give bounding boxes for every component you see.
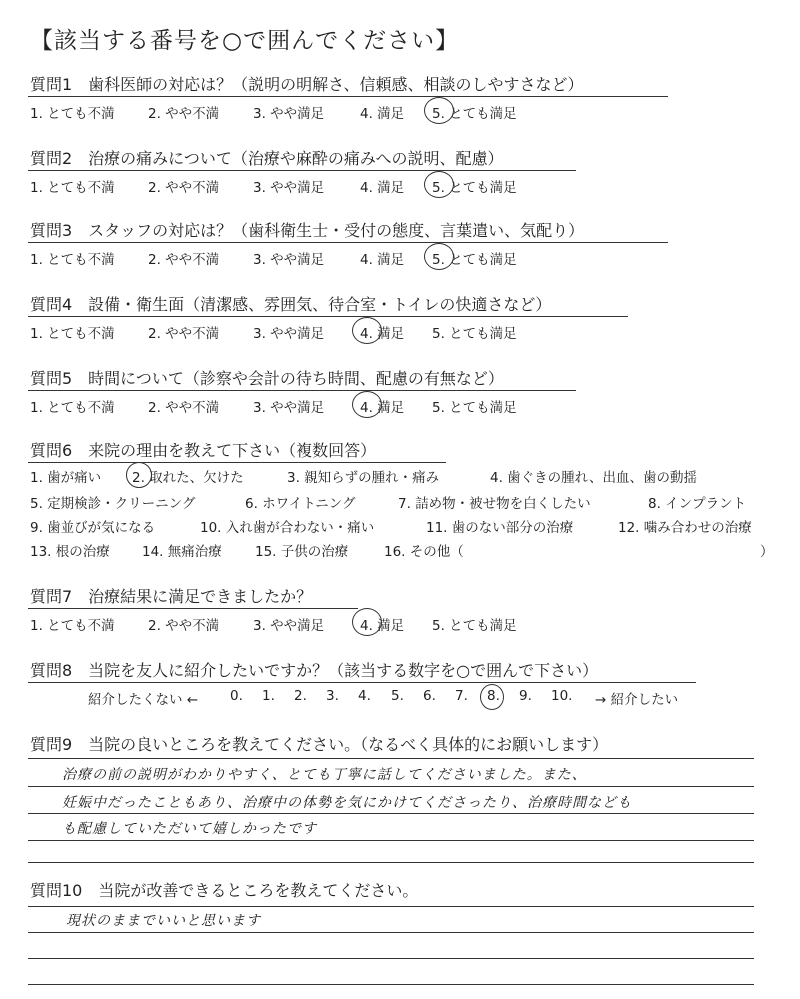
q7-underline — [28, 608, 358, 609]
q6-option-5[interactable]: 5. 定期検診・クリーニング — [30, 496, 196, 512]
q6-option-8[interactable]: 8. インプラント — [648, 496, 747, 512]
q5-underline — [28, 390, 576, 391]
q8-right-label: → 紹介したい — [595, 692, 679, 708]
q10-title: 質問10 当院が改善できるところを教えてください。 — [30, 881, 419, 900]
q8-scale-1[interactable]: 1. — [262, 688, 275, 704]
q4-option-2[interactable]: 2. やや不満 — [148, 326, 220, 342]
q6-option-10[interactable]: 10. 入れ歯が合わない・痛い — [200, 520, 375, 536]
q1-option-2[interactable]: 2. やや不満 — [148, 106, 220, 122]
q1-option-5[interactable]: 5. とても満足 — [432, 106, 517, 122]
q6-option-14[interactable]: 14. 無痛治療 — [142, 544, 222, 560]
q5-option-1[interactable]: 1. とても不満 — [30, 400, 115, 416]
q2-option-4[interactable]: 4. 満足 — [360, 180, 405, 196]
q6-option-13[interactable]: 13. 根の治療 — [30, 544, 110, 560]
q10-line-2 — [28, 932, 754, 933]
q3-underline — [28, 242, 668, 243]
q3-option-5[interactable]: 5. とても満足 — [432, 252, 517, 268]
q6-option-3[interactable]: 3. 親知らずの腫れ・痛み — [287, 470, 440, 486]
q7-selected-circle — [352, 608, 382, 636]
q9-line-4 — [28, 840, 754, 841]
q10-line-1 — [28, 906, 754, 907]
q1-option-4[interactable]: 4. 満足 — [360, 106, 405, 122]
q6-option-7[interactable]: 7. 詰め物・被せ物を白くしたい — [398, 496, 591, 512]
q2-option-2[interactable]: 2. やや不満 — [148, 180, 220, 196]
q4-option-3[interactable]: 3. やや満足 — [253, 326, 325, 342]
q6-option-15[interactable]: 15. 子供の治療 — [255, 544, 349, 560]
q8-scale-6[interactable]: 6. — [423, 688, 436, 704]
q6-option-6[interactable]: 6. ホワイトニング — [245, 496, 356, 512]
q9-answer-line-2[interactable]: 妊娠中だったこともあり、治療中の体勢を気にかけてくださったり、治療時間なども — [62, 795, 632, 811]
q7-option-3[interactable]: 3. やや満足 — [253, 618, 325, 634]
q8-underline — [28, 682, 696, 683]
q10-line-4 — [28, 984, 754, 985]
q2-underline — [28, 170, 576, 171]
q6-option-2[interactable]: 2. 取れた、欠けた — [132, 470, 244, 486]
q8-selected-circle — [480, 684, 504, 710]
q4-option-5[interactable]: 5. とても満足 — [432, 326, 517, 342]
q3-option-2[interactable]: 2. やや不満 — [148, 252, 220, 268]
q3-title: 質問3 スタッフの対応は？（歯科衛生士・受付の態度、言葉遣い、気配り） — [30, 221, 585, 240]
q9-line-3 — [28, 813, 754, 814]
q10-line-3 — [28, 958, 754, 959]
q3-selected-circle — [424, 243, 454, 270]
q1-underline — [28, 96, 668, 97]
q6-underline — [28, 462, 446, 463]
q8-scale-9[interactable]: 9. — [519, 688, 532, 704]
q3-option-1[interactable]: 1. とても不満 — [30, 252, 115, 268]
q6-selected-circle — [126, 462, 152, 488]
q7-option-4[interactable]: 4. 満足 — [360, 618, 405, 634]
q6-option-16[interactable]: 16. その他（ — [384, 544, 464, 560]
q6-option-1[interactable]: 1. 歯が痛い — [30, 470, 102, 486]
q9-title: 質問9 当院の良いところを教えてください。（なるべく具体的にお願いします） — [30, 735, 609, 754]
q2-option-3[interactable]: 3. やや満足 — [253, 180, 325, 196]
q9-answer-line-1[interactable]: 治療の前の説明がわかりやすく、とても丁寧に話してくださいました。また、 — [62, 767, 587, 783]
q6-option-9[interactable]: 9. 歯並びが気になる — [30, 520, 156, 536]
q7-option-5[interactable]: 5. とても満足 — [432, 618, 517, 634]
q1-option-1[interactable]: 1. とても不満 — [30, 106, 115, 122]
q4-option-4[interactable]: 4. 満足 — [360, 326, 405, 342]
q5-option-3[interactable]: 3. やや満足 — [253, 400, 325, 416]
q8-scale-7[interactable]: 7. — [455, 688, 468, 704]
q8-left-label: 紹介したくない ← — [88, 692, 199, 708]
q10-answer-line-1[interactable]: 現状のままでいいと思います — [66, 913, 261, 929]
q6-option-16-close: ） — [760, 544, 774, 560]
q1-option-3[interactable]: 3. やや満足 — [253, 106, 325, 122]
q8-scale-4[interactable]: 4. — [358, 688, 371, 704]
q6-title: 質問6 来院の理由を教えて下さい（複数回答） — [30, 441, 377, 460]
q5-option-4[interactable]: 4. 満足 — [360, 400, 405, 416]
q1-selected-circle — [424, 97, 454, 124]
q5-option-2[interactable]: 2. やや不満 — [148, 400, 220, 416]
q6-option-11[interactable]: 11. 歯のない部分の治療 — [426, 520, 574, 536]
q7-option-1[interactable]: 1. とても不満 — [30, 618, 115, 634]
q3-option-3[interactable]: 3. やや満足 — [253, 252, 325, 268]
q9-line-5 — [28, 862, 754, 863]
q5-title: 質問5 時間について（診察や会計の待ち時間、配慮の有無など） — [30, 369, 504, 388]
q7-option-2[interactable]: 2. やや不満 — [148, 618, 220, 634]
q8-scale-2[interactable]: 2. — [294, 688, 307, 704]
q1-title: 質問1 歯科医師の対応は？（説明の明解さ、信頼感、相談のしやすさなど） — [30, 75, 584, 94]
q6-option-12[interactable]: 12. 噛み合わせの治療 — [618, 520, 752, 536]
q3-option-4[interactable]: 4. 満足 — [360, 252, 405, 268]
form-title: 【該当する番号を○で囲んでください】 — [30, 28, 460, 54]
q8-title: 質問8 当院を友人に紹介したいですか？（該当する数字を○で囲んで下さい） — [30, 661, 599, 680]
q6-option-4[interactable]: 4. 歯ぐきの腫れ、出血、歯の動揺 — [490, 470, 697, 486]
q2-option-5[interactable]: 5. とても満足 — [432, 180, 517, 196]
q5-option-5[interactable]: 5. とても満足 — [432, 400, 517, 416]
q4-underline — [28, 316, 628, 317]
q9-line-2 — [28, 786, 754, 787]
q9-answer-line-3[interactable]: も配慮していただいて嬉しかったです — [62, 821, 317, 837]
q8-scale-3[interactable]: 3. — [326, 688, 339, 704]
q4-selected-circle — [352, 317, 382, 344]
q8-scale-5[interactable]: 5. — [391, 688, 404, 704]
q2-selected-circle — [424, 171, 454, 198]
q8-scale-10[interactable]: 10. — [551, 688, 573, 704]
q5-selected-circle — [352, 391, 382, 418]
q4-title: 質問4 設備・衛生面（清潔感、雰囲気、待合室・トイレの快適さなど） — [30, 295, 552, 314]
q2-title: 質問2 治療の痛みについて（治療や麻酔の痛みへの説明、配慮） — [30, 149, 504, 168]
q9-line-1 — [28, 758, 754, 759]
q4-option-1[interactable]: 1. とても不満 — [30, 326, 115, 342]
q2-option-1[interactable]: 1. とても不満 — [30, 180, 115, 196]
q7-title: 質問7 治療結果に満足できましたか？ — [30, 587, 313, 606]
q8-scale-8[interactable]: 8. — [487, 688, 500, 704]
q8-scale-0[interactable]: 0. — [230, 688, 243, 704]
